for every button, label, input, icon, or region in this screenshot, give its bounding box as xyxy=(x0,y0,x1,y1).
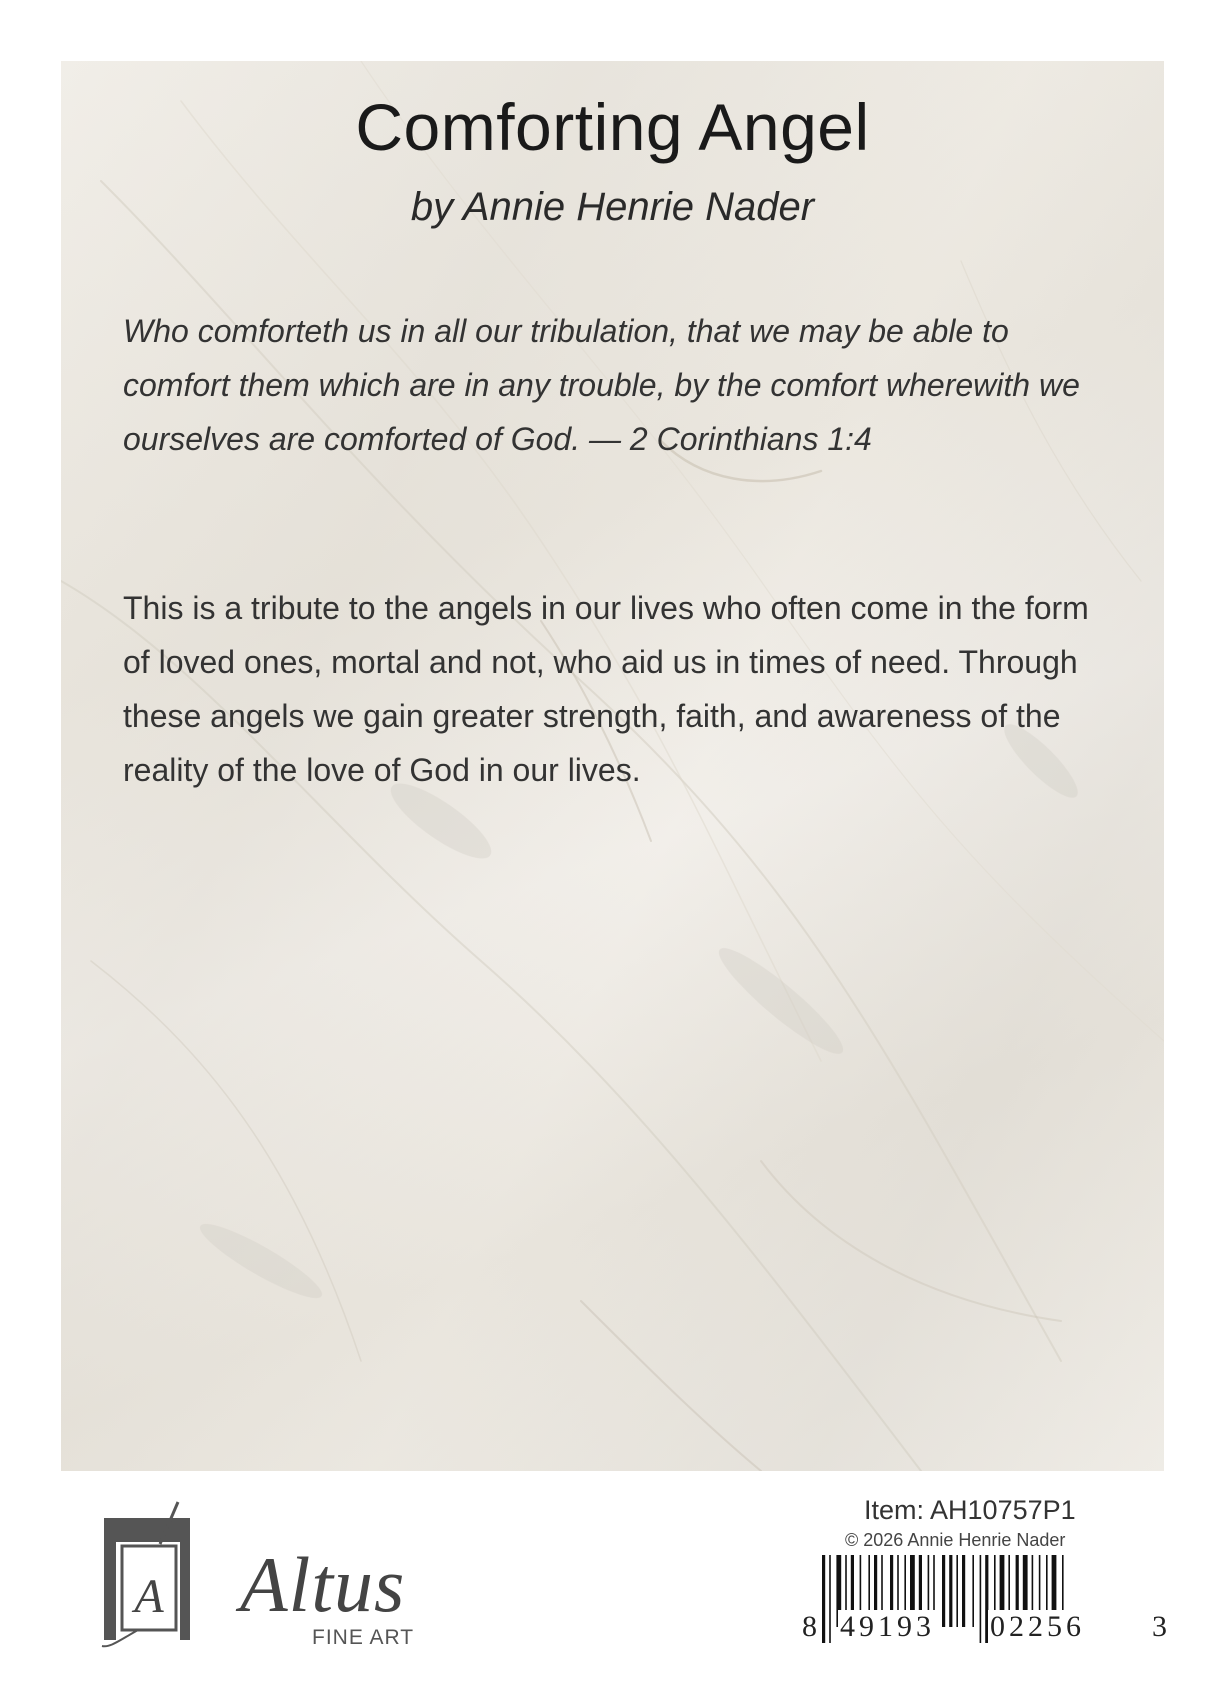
artwork-description: This is a tribute to the angels in our lives who often come in the form of loved ones, mortal and not, who aid us in times of need. Through these angels we gain greater strength, faith, and awareness of the reality of the love of God in our lives. xyxy=(123,590,1089,788)
barcode-group-left: 49193 xyxy=(840,1610,935,1643)
barcode-digit-first: 8 xyxy=(802,1610,817,1643)
item-number: Item: AH10757P1 xyxy=(864,1495,1076,1525)
copyright-notice: © 2026 Annie Henrie Nader xyxy=(845,1530,1066,1550)
barcode-group-right: 02256 xyxy=(990,1610,1085,1643)
artwork-title: Comforting Angel xyxy=(355,90,870,164)
logo-subtitle: FINE ART xyxy=(312,1626,415,1649)
barcode-digit-last: 3 xyxy=(1152,1610,1167,1643)
artist-byline: by Annie Henrie Nader xyxy=(410,185,815,229)
scripture-quote: Who comforteth us in all our tribulation, that we may be able to comfort them which are in any trouble, by the comfort wherewith we ourselves are comforted of God. — 2 Corinthians 1:4 xyxy=(123,313,1080,457)
logo-monogram: A xyxy=(134,1570,164,1623)
logo-wordmark: Altus xyxy=(240,1541,406,1628)
marble-background-panel xyxy=(61,61,1164,1471)
